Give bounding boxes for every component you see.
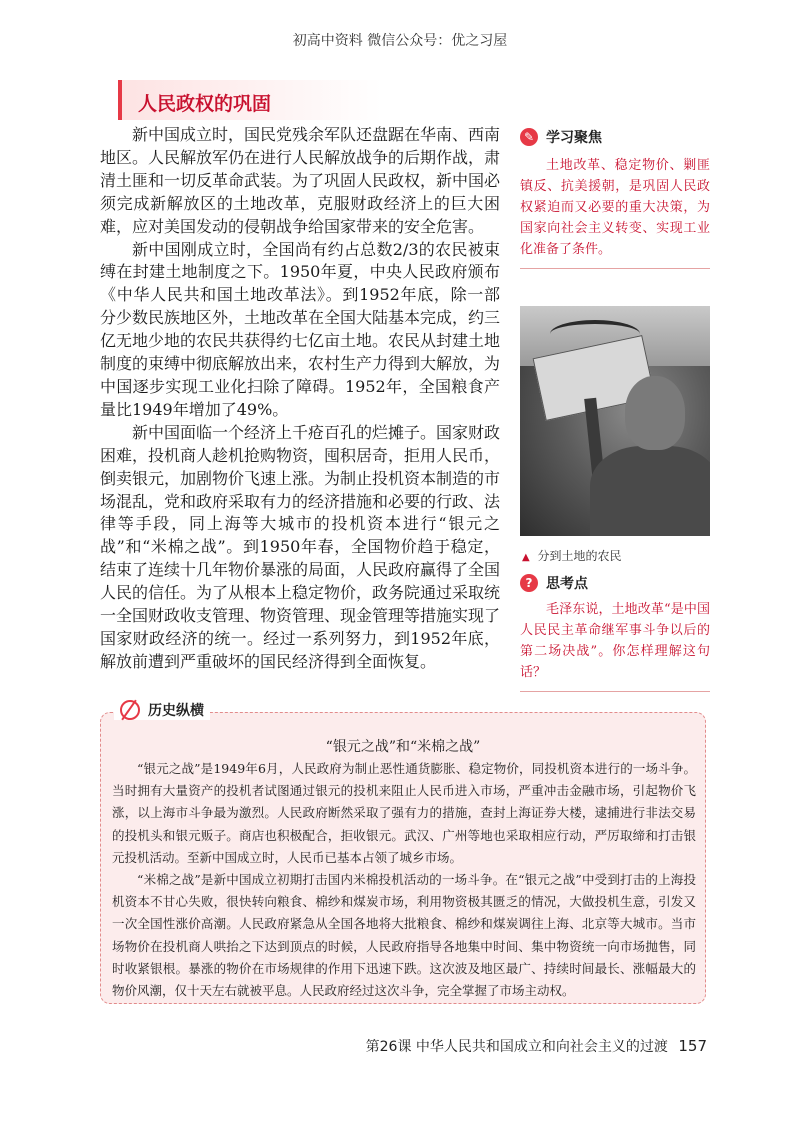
main-paragraph: 新中国成立时，国民党残余军队还盘踞在华南、西南地区。人民解放军仍在进行人民解放战争的后期作战，肃清土匪和一切反革命武装。为了巩固人民政权，新中国必须完成新解放区的土地改革，克服财政经济上的巨大困难，应对美国发动的侵朝战争给国家带来的安全危害。 [100,125,501,236]
history-paragraph: “米棉之战”是新中国成立初期打击国内米棉投机活动的一场斗争。在“银元之战”中受到打击的上海投机资本不甘心失败，很快转向粮食、棉纱和煤炭市场，利用物资极其匮乏的情况，大做投机生意，引发又一次全国性涨价高潮。人民政府紧急从全国各地将大批粮食、棉纱和煤炭调往上海、北京等大城市。当市场物价在投机商人哄抬之下达到顶点的时候，人民政府指导各地集中时间、集中物资统一向市场抛售，同时收紧银根。暴涨的物价在市场规律的作用下迅速下跌。这次波及地区最广、持续时间最长、涨幅最大的物价风潮，仅十天左右就被平息。人民政府经过这次斗争，完全掌握了市场主动权。 [112,872,696,999]
history-title: “银元之战”和“米棉之战” [325,739,481,755]
think-point-box [520,573,710,692]
history-label [114,700,210,720]
learning-focus-header [520,127,710,147]
learning-focus-label: 学习聚焦 [546,130,602,146]
question-icon: ? [520,574,538,592]
history-paragraph: “银元之战”是1949年6月，人民政府为制止恶性通货膨胀、稳定物价，同投机资本进行的一场斗争。当时拥有大量资产的投机者试图通过银元的投机来阻止人民币进入市场，严重冲击金融市场，引起物价飞涨，以上海市斗争最为激烈。人民政府断然采取了强有力的措施，查封上海证券大楼，逮捕进行非法交易的投机头和银元贩子。商店也积极配合，拒收银元。武汉、广州等地也采取相应行动，严厉取缔和打击银元投机活动。至新中国成立时，人民币已基本占领了城乡市场。 [112,761,696,865]
main-text [100,124,500,674]
lesson-title: 第26课 中华人民共和国成立和向社会主义的过渡 [365,1039,668,1055]
history-icon [120,700,140,720]
think-point-label: 思考点 [546,576,588,592]
photo-figure-head [625,376,685,450]
focus-icon: ✎ [520,128,538,146]
learning-focus-text: 土地改革、稳定物价、剿匪镇反、抗美援朝，是巩固人民政权紧迫而又必要的重大决策，为国家向社会主义转变、实现工业化准备了条件。 [520,155,710,269]
page-footer [366,1036,707,1056]
think-point-header [520,573,710,593]
photo-caption [522,547,622,564]
page-header: 初高中资料 微信公众号：优之习屋 [292,33,508,49]
main-paragraph: 新中国刚成立时，全国尚有约占总数2/3的农民被束缚在封建土地制度之下。1950年夏，中央人民政府颁布《中华人民共和国土地改革法》。到1952年底，除一部分少数民族地区外，土地改革在全国大陆基本完成，约三亿无地少地的农民共获得约七亿亩土地。农民从封建土地制度的束缚中彻底解放出来，农村生产力得到大解放，为中国逐步实现工业化扫除了障碍。1952年，全国粮食产量比1949年增加了49%。 [100,239,501,419]
think-point-text: 毛泽东说，土地改革“是中国人民民主革命继军事斗争以后的第二场决战”。你怎样理解这句话？ [520,599,710,692]
farmer-photo [520,306,710,536]
triangle-icon: ▲ [522,552,530,563]
photo-caption-text: 分到土地的农民 [537,549,622,563]
learning-focus-box [520,127,710,269]
main-paragraph: 新中国面临一个经济上千疮百孔的烂摊子。国家财政困难，投机商人趁机抢购物资，囤积居奇，拒用人民币，倒卖银元，加剧物价飞速上涨。为制止投机资本制造的市场混乱，党和政府采取有力的经济措施和必要的行政、法律等手段，同上海等大城市的投机资本进行“银元之战”和“米棉之战”。到1950年春，全国物价趋于稳定，结束了连续十几年物价暴涨的局面，人民政府赢得了全国人民的信任。为了从根本上稳定物价，政务院通过采取统一全国财政收支管理、物资管理、现金管理等措施实现了国家财政经济的统一。经过一系列努力，到1952年底，解放前遭到严重破坏的国民经济得到全面恢复。 [100,422,501,671]
section-title: 人民政权的巩固 [138,93,272,115]
history-text [112,758,696,1002]
page-number: 157 [678,1037,707,1055]
history-label-text: 历史纵横 [148,703,204,719]
photo-figure-body [590,446,710,536]
